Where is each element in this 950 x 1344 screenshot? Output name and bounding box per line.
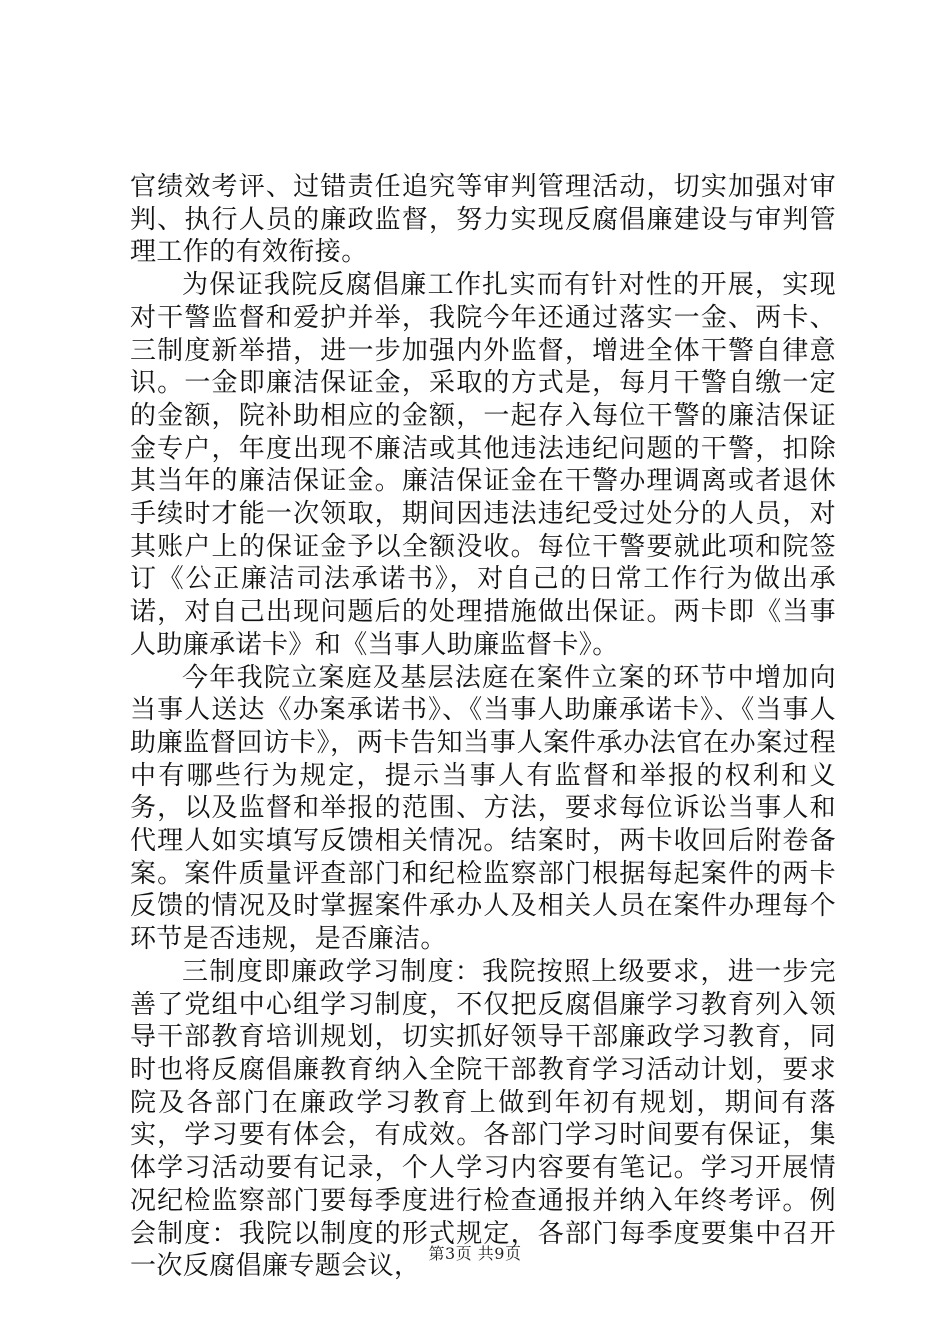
paragraph-4: 三制度即廉政学习制度：我院按照上级要求，进一步完善了党组中心组学习制度，不仅把反腐倡廉学习教育列入领导干部教育培训规划，切实抓好领导干部廉政学习教育，同时也将反腐倡廉教育纳入全院干部教育学习活动计划，要求院及各部门在廉政学习教育上做到年初有规划，期间有落实，学习要有体会，有成效。各部门学习时间要有保证，集体学习活动要有记录，个人学习内容要有笔记。学习开展情况纪检监察部门要每季度进行检查通报并纳入年终考评。例会制度：我院以制度的形式规定，各部门每季度要集中召开一次反腐倡廉专题会议， [130, 956, 836, 1282]
page-footer [0, 1241, 950, 1264]
page-number-label: 第3页 共9页 [428, 1244, 522, 1263]
paragraph-2: 为保证我院反腐倡廉工作扎实而有针对性的开展，实现对干警监督和爱护并举，我院今年还通过落实一金、两卡、三制度新举措，进一步加强内外监督，增进全体干警自律意识。一金即廉洁保证金，采取的方式是，每月干警自缴一定的金额，院补助相应的金额，一起存入每位干警的廉洁保证金专户，年度出现不廉洁或其他违法违纪问题的干警，扣除其当年的廉洁保证金。廉洁保证金在干警办理调离或者退休手续时才能一次领取，期间因违法违纪受过处分的人员，对其账户上的保证金予以全额没收。每位干警要就此项和院签订《公正廉洁司法承诺书》，对自己的日常工作行为做出承诺，对自己出现问题后的处理措施做出保证。两卡即《当事人助廉承诺卡》和《当事人助廉监督卡》。 [130, 270, 836, 660]
paragraph-1: 官绩效考评、过错责任追究等审判管理活动，切实加强对审判、执行人员的廉政监督，努力实现反腐倡廉建设与审判管理工作的有效衔接。 [130, 172, 836, 268]
document-body [130, 171, 836, 1283]
paragraph-3: 今年我院立案庭及基层法庭在案件立案的环节中增加向当事人送达《办案承诺书》、《当事人助廉承诺卡》、《当事人助廉监督回访卡》，两卡告知当事人案件承办法官在办案过程中有哪些行为规定，提示当事人有监督和举报的权利和义务，以及监督和举报的范围、方法，要求每位诉讼当事人和代理人如实填写反馈相关情况。结案时，两卡收回后附卷备案。案件质量评查部门和纪检监察部门根据每起案件的两卡反馈的情况及时掌握案件承办人及相关人员在案件办理每个环节是否违规，是否廉洁。 [130, 662, 836, 955]
